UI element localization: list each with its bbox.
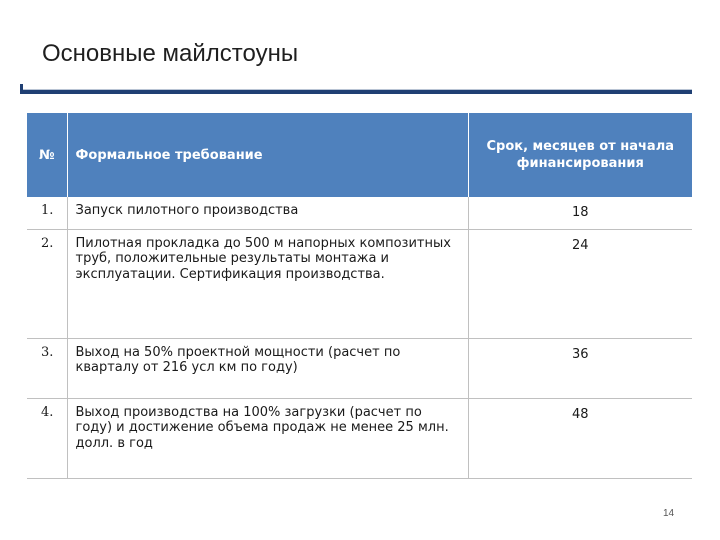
table-row	[27, 338, 692, 398]
row-number: 4.	[27, 398, 67, 478]
table-row	[27, 398, 692, 478]
row-number: 2.	[27, 229, 67, 338]
row-requirement: Пилотная прокладка до 500 м напорных композитных труб, положительные результаты монтажа и эксплуатации. Сертификация производства.	[67, 229, 468, 338]
row-requirement: Выход на 50% проектной мощности (расчет по кварталу от 216 усл км по году)	[67, 338, 468, 398]
header-requirement: Формальное требование	[67, 113, 468, 197]
title-divider-accent	[20, 84, 23, 94]
header-term: Срок, месяцев от начала финансирования	[468, 113, 692, 197]
table-header-row	[27, 113, 692, 197]
table-row	[27, 229, 692, 338]
title-divider	[20, 90, 692, 94]
row-number: 3.	[27, 338, 67, 398]
table-row	[27, 197, 692, 229]
row-requirement: Запуск пилотного производства	[67, 197, 468, 229]
milestones-table	[27, 113, 692, 479]
row-term: 24	[468, 229, 692, 338]
row-requirement: Выход производства на 100% загрузки (расчет по году) и достижение объема продаж не менее 25 млн. долл. в год	[67, 398, 468, 478]
page-number: 14	[663, 508, 675, 519]
row-number: 1.	[27, 197, 67, 229]
row-term: 48	[468, 398, 692, 478]
slide-title: Основные майлстоуны	[42, 40, 299, 67]
row-term: 18	[468, 197, 692, 229]
header-number: №	[27, 113, 67, 197]
row-term: 36	[468, 338, 692, 398]
